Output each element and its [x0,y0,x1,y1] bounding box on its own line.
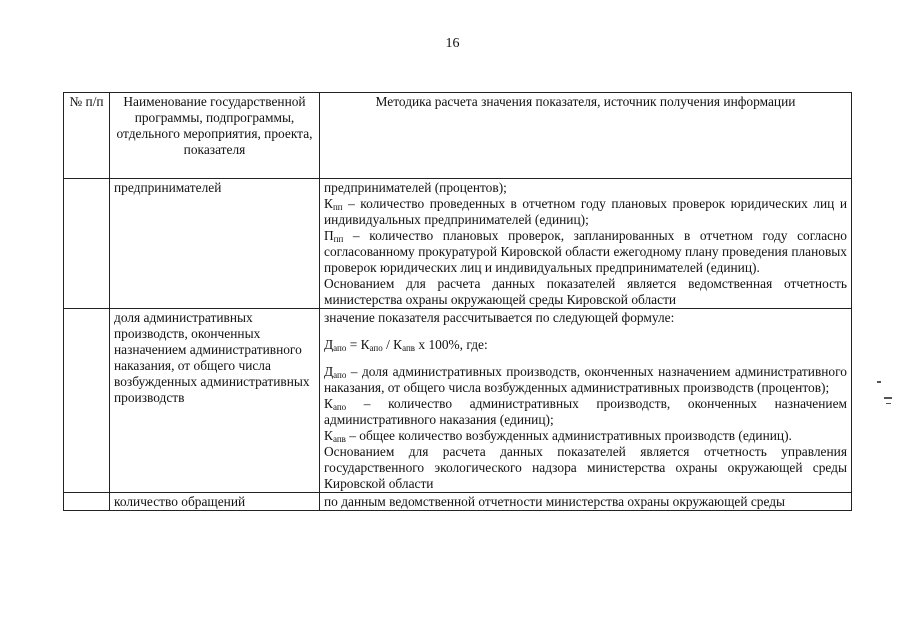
definition-text: – общее количество возбужденных административных производств (единиц). [345,428,792,443]
row-method-cell [320,309,852,493]
header-name: Наименование государственной программы, подпрограммы, отдельного мероприятия, проекта, показателя [110,93,320,179]
symbol: П [324,228,334,243]
symbol: Д [324,364,334,379]
table-row [64,309,852,493]
row-name-cell: предпринимателей [110,179,320,309]
formula: $Д_{апо} = К_{апо} / К_{апв}$ x 100%, где: [324,337,488,353]
method-paragraph: Основанием для расчета данных показателей является ведомственная отчетность министерства охраны окружающей среды Кировской области [324,276,847,307]
row-number-cell [64,493,110,511]
method-paragraph [324,364,847,396]
symbol: К [324,428,333,443]
scan-speck [886,403,891,404]
definition-text: – количество проведенных в отчетном году плановых проверок юридических лиц и индивидуальных предпринимателей (единиц); [324,196,847,227]
method-paragraph: значение показателя рассчитывается по следующей формуле: [324,310,675,325]
table-row [64,493,852,511]
indicator-table [63,92,852,511]
table-row [64,179,852,309]
symbol-subscript: пп [333,234,344,244]
symbol-subscript: апо [333,370,347,380]
symbol-subscript: пп [332,202,343,212]
symbol-subscript: апв [332,434,346,444]
row-name-cell: доля административных производств, оконченных назначением административного наказания, от общего числа возбужденных административных производств [110,309,320,493]
row-method-cell [320,179,852,309]
method-paragraph: предпринимателей (процентов); [324,180,507,195]
symbol: К [324,196,333,211]
method-paragraph: Основанием для расчета данных показателей является отчетность управления государственного экологического надзора министерства охраны окружающей среды Кировской области [324,444,847,491]
definition-text: – количество административных производств, оконченных назначением административного наказания (единиц); [324,396,847,427]
method-paragraph [324,428,847,444]
symbol-subscript: апо [332,402,347,412]
scan-speck [877,381,881,383]
header-method: Методика расчета значения показателя, источник получения информации [320,93,852,179]
definition-text: – количество плановых проверок, запланированных в отчетном году согласно согласованному прокуратурой Кировской области ежегодному плану проведения плановых проверок юридических лиц и индивидуальных предпринимателей (единиц). [324,228,847,275]
scan-speck [884,397,892,399]
page-number: 16 [445,36,460,51]
row-method-cell: по данным ведомственной отчетности министерства охраны окружающей среды [320,493,852,511]
row-number-cell [64,309,110,493]
row-number-cell [64,179,110,309]
method-paragraph [324,228,847,276]
symbol: К [324,396,333,411]
method-paragraph [324,196,847,228]
method-paragraph [324,396,847,428]
definition-text: – доля административных производств, оконченных назначением административного наказания, от общего числа возбужденных административных производств (процентов); [324,364,847,395]
row-name-cell: количество обращений [110,493,320,511]
table-header-row [64,93,852,179]
header-number: № п/п [64,93,110,179]
